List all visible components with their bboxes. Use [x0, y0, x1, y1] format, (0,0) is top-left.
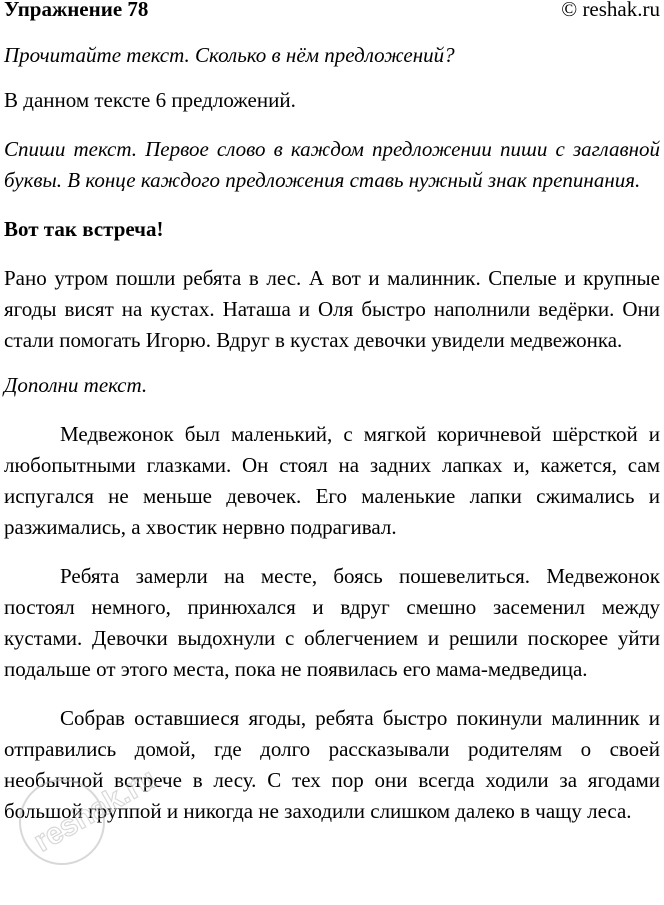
story-title: Вот так встреча!	[4, 217, 164, 241]
story-text: Рано утром пошли ребята в лес. А вот и малинник. Спелые и крупные ягоды висят на кустах. Наташа и Оля быстро наполнили ведёрки. Они стали помогать Игорю. Вдруг в кустах девочки увидели медвежонка.	[4, 266, 660, 352]
continuation-paragraph: Собрав оставшиеся ягоды, ребята быстро покинули малинник и отправились домой, где долго рассказывали родителям о своей необычной встрече в лесу. С тех пор они всегда ходили за ягодами большой группой и никогда не заходили слишком далеко в чащу леса.	[4, 706, 660, 823]
document-page	[4, 0, 660, 827]
task-continue-instruction: Дополни текст.	[4, 373, 148, 397]
page-header	[4, 0, 660, 30]
task-copy-instruction: Спиши текст. Первое слово в каждом предложении пиши с заглавной буквы. В конце каждого предложения ставь нужный знак препинания.	[4, 137, 660, 192]
continuation-paragraph: Ребята замерли на месте, боясь пошевелиться. Медвежонок постоял немного, принюхался и вдруг смешно засеменил между кустами. Девочки выдохнули с облегчением и решили поскорее уйти подальше от этого места, пока не появилась его мама-медведица.	[4, 564, 660, 681]
exercise-title: Упражнение 78	[4, 0, 149, 21]
watermark-text: reshak.ru	[28, 762, 162, 859]
task-read-instruction: Прочитайте текст. Сколько в нём предложений?	[4, 43, 455, 67]
answer-sentence-count: В данном тексте 6 предложений.	[4, 88, 296, 112]
site-credit: © reshak.ru	[561, 0, 660, 21]
continuation-paragraph: Медвежонок был маленький, с мягкой коричневой шёрсткой и любопытными глазками. Он стоял на задних лапках и, кажется, сам испугался не меньше девочек. Его маленькие лапки сжимались и разжимались, а хвостик нервно подрагивал.	[4, 422, 660, 539]
